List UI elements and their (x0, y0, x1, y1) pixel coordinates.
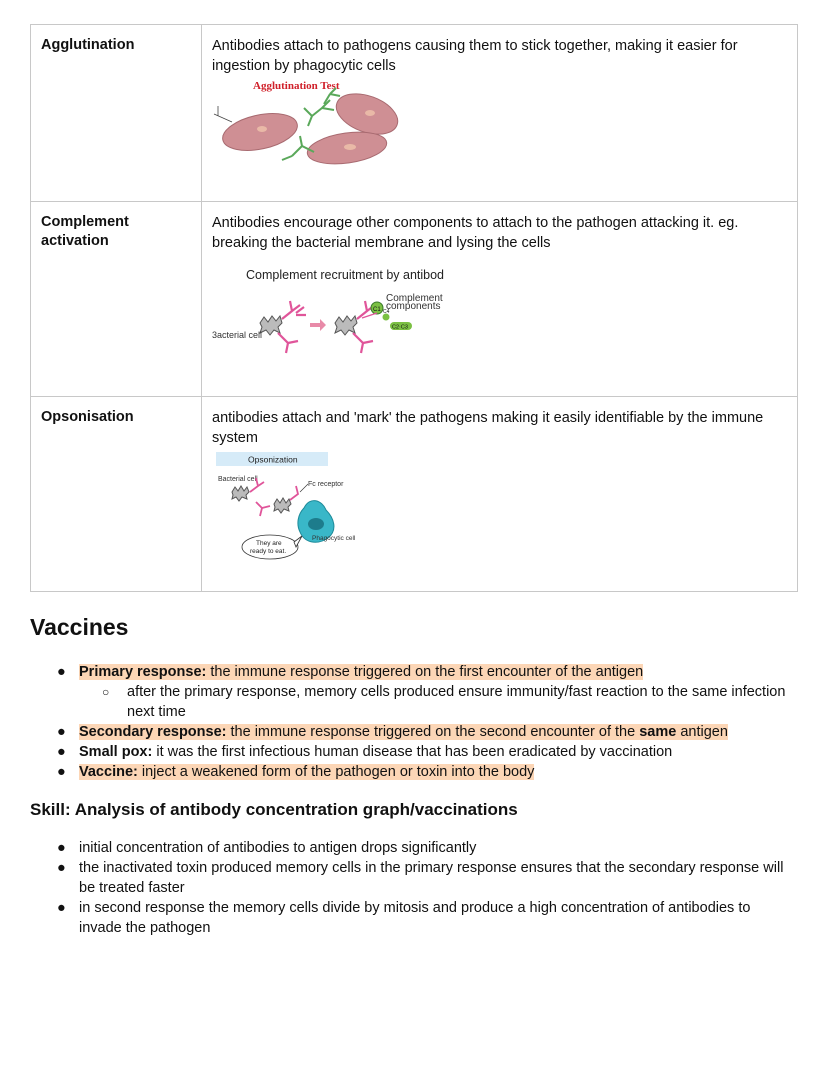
vaccines-heading: Vaccines (30, 614, 129, 640)
list-item (30, 858, 790, 898)
list-item (30, 762, 800, 782)
skill-list (30, 838, 790, 938)
antibody-functions-table (30, 24, 798, 592)
term-cell (31, 25, 202, 202)
item-term: Small pox: (79, 744, 153, 760)
speech-bubble (242, 535, 298, 559)
bacterial-cell-icon (274, 498, 291, 513)
antibody (290, 486, 298, 500)
skill-heading: Skill: Analysis of antibody concentration graph/vaccinations (30, 800, 518, 819)
hollow-bullet-icon: ○ (102, 685, 110, 699)
cell-detail (344, 144, 356, 150)
description-text: antibodies attach and 'mark' the pathogens making it easily identifiable by the immune system (212, 410, 764, 446)
pointer-lines (214, 106, 232, 122)
figure-title: Complement recruitment by antibod (246, 268, 445, 282)
opsonization-figure (212, 448, 787, 563)
figure-title: Opsonization (248, 454, 298, 465)
list-item (30, 682, 800, 722)
list-item (30, 898, 790, 938)
highlighted-text (79, 764, 534, 780)
antibody (256, 502, 270, 516)
item-text: the inactivated toxin produced memory cells in the primary response ensures that the secondary response will be treated faster (79, 860, 784, 896)
cell-detail (365, 110, 375, 116)
bullet-icon: ● (57, 900, 66, 916)
c2c3-label: C2·C3 (392, 324, 408, 331)
term-label: Agglutination (41, 37, 135, 53)
item-text: after the primary response, memory cells produced ensure immunity/fast reaction to the same infection next time (127, 684, 786, 720)
item-emphasis: same (639, 724, 677, 740)
antibodies (278, 301, 375, 353)
item-term: Primary response: (79, 664, 207, 680)
bullet-icon: ● (57, 744, 66, 760)
c4-label: C4 (383, 309, 390, 315)
item-text: inject a weakened form of the pathogen or toxin into the body (137, 764, 535, 780)
table-row (31, 25, 798, 202)
item-text: antigen (676, 724, 728, 740)
pointer-line (300, 484, 308, 492)
bacterial-cell-icon (335, 316, 357, 335)
c1-label: C1 (373, 307, 381, 313)
bacteria-cluster (219, 86, 403, 168)
pointer-line (214, 114, 232, 122)
cell-nucleus (308, 518, 324, 530)
arrow-icon (310, 319, 326, 331)
bullet-icon: ● (57, 764, 66, 780)
antibody (304, 100, 334, 126)
list-item (30, 662, 800, 682)
item-text: it was the first infectious human disease that has been eradicated by vaccination (152, 744, 673, 760)
bubble-text: They are (256, 540, 282, 547)
bullet-icon: ● (57, 840, 66, 856)
item-term: Secondary response: (79, 724, 227, 740)
description-cell (202, 25, 798, 202)
list-item (30, 722, 800, 742)
bullet-icon: ● (57, 664, 66, 680)
item-text: in second response the memory cells divide by mitosis and produce a high concentration of antibodies to invade the pathogen (79, 900, 751, 936)
highlighted-text (79, 724, 728, 740)
complement-figure (212, 253, 787, 368)
table-row (31, 202, 798, 397)
highlighted-text (79, 664, 643, 680)
term-label: Complement (41, 214, 129, 230)
antibody (282, 301, 300, 319)
description-cell (202, 397, 798, 592)
list-item (30, 742, 800, 762)
phagocytic-cell-label: Phagocytic cell (312, 535, 356, 542)
components-label: components (386, 301, 441, 312)
bacterial-cell-icon (260, 316, 282, 335)
bullet-icon: ● (57, 860, 66, 876)
description-cell (202, 202, 798, 397)
item-term: Vaccine: (79, 764, 138, 780)
figure-title: Agglutination Test (253, 80, 340, 92)
components-label: Complement (386, 293, 443, 304)
bacterial-cell (219, 107, 300, 156)
bubble-text: ready to eat. (250, 548, 287, 555)
term-label: Opsonisation (41, 409, 134, 425)
term-label: activation (41, 233, 109, 249)
bullet-icon: ● (57, 724, 66, 740)
bacterial-cell-icon (232, 486, 249, 501)
fc-receptor-label: Fc receptor (308, 481, 344, 488)
description-text: Antibodies attach to pathogens causing them to stick together, making it easier for ingestion by phagocytic cells (212, 38, 738, 74)
table-row (31, 397, 798, 592)
item-text: the immune response triggered on the first encounter of the antigen (206, 664, 644, 680)
item-text: initial concentration of antibodies to antigen drops significantly (79, 840, 477, 856)
list-item (30, 838, 790, 858)
term-cell (31, 397, 202, 592)
antibody (353, 333, 373, 353)
vaccines-list (30, 662, 800, 782)
item-text: the immune response triggered on the second encounter of the (226, 724, 640, 740)
antibody (278, 333, 298, 353)
term-cell (31, 202, 202, 397)
bacterial-cell-label: 3acterial cell (212, 330, 263, 340)
agglutination-figure (212, 76, 787, 176)
bacterial-cell-label: Bacterial cell (218, 476, 258, 483)
cell-detail (257, 126, 267, 132)
description-text: Antibodies encourage other components to attach to the pathogen attacking it. eg. breaking the bacterial membrane and lysing the cells (212, 215, 739, 251)
